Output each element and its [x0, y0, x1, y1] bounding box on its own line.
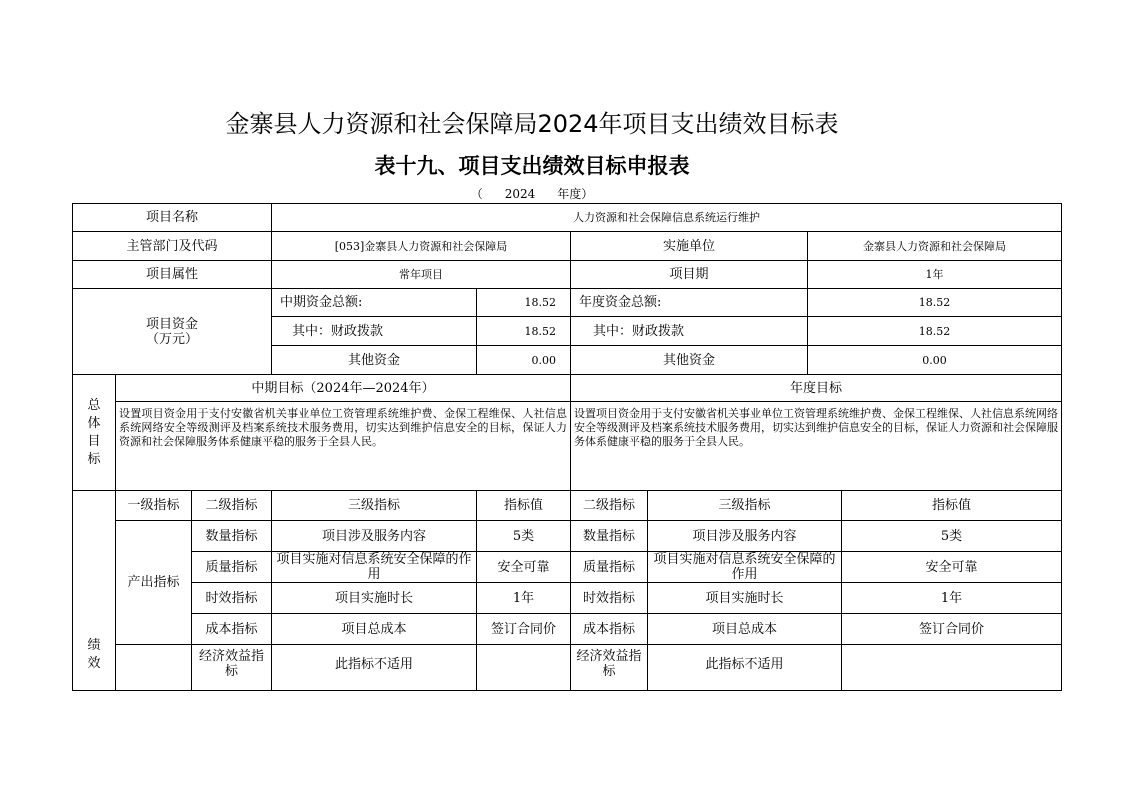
indicator-l2-cost-year: 成本指标	[570, 613, 648, 645]
indicator-value-quality-mid: 安全可靠	[476, 551, 571, 583]
impl-unit-label: 实施单位	[570, 231, 808, 261]
indicator-l2-quantity-year: 数量指标	[570, 520, 648, 552]
header-level3-year: 三级指标	[647, 490, 842, 521]
indicator-l2-econ-mid: 经济效益指标	[191, 644, 272, 691]
indicator-l2-quality-year: 质量指标	[570, 551, 648, 583]
year-other-value: 0.00	[807, 345, 1062, 375]
indicator-l2-econ-year: 经济效益指标	[570, 644, 648, 691]
mid-fiscal-value: 18.52	[476, 316, 571, 346]
indicator-l2-time-year: 时效指标	[570, 582, 648, 614]
indicator-value-time-year: 1年	[841, 582, 1062, 614]
indicator-l3-quality-mid: 项目实施对信息系统安全保障的作用	[271, 551, 477, 583]
indicator-value-econ-year	[841, 644, 1062, 691]
header-level3-mid: 三级指标	[271, 490, 477, 521]
indicator-l3-econ-mid: 此指标不适用	[271, 644, 477, 691]
indicator-l3-quantity-year: 项目涉及服务内容	[647, 520, 842, 552]
indicator-l3-time-year: 项目实施时长	[647, 582, 842, 614]
mid-fiscal-label: 其中：财政拨款	[271, 316, 477, 346]
indicator-l3-quality-year: 项目实施对信息系统安全保障的作用	[647, 551, 842, 583]
indicator-l3-cost-year: 项目总成本	[647, 613, 842, 645]
indicator-value-quantity-year: 5类	[841, 520, 1062, 552]
dept-value: [053]金寨县人力资源和社会保障局	[271, 231, 571, 261]
funds-label: 项目资金 （万元）	[72, 288, 272, 375]
period-value: 1年	[807, 260, 1062, 289]
year-value: 2024	[504, 187, 536, 201]
indicator-value-cost-mid: 签订合同价	[476, 613, 571, 645]
overall-goal-label: 总 体 目 标	[72, 374, 116, 491]
page-title: 金寨县人力资源和社会保障局2024年项目支出绩效目标表	[225, 110, 839, 138]
year-fiscal-label: 其中：财政拨款	[570, 316, 808, 346]
mid-total-value: 18.52	[476, 288, 571, 317]
mid-other-label: 其他资金	[271, 345, 477, 375]
mid-total-label: 中期资金总额:	[271, 288, 477, 317]
performance-side-label: 绩 效	[72, 490, 116, 691]
indicator-value-quality-year: 安全可靠	[841, 551, 1062, 583]
impl-unit-value: 金寨县人力资源和社会保障局	[807, 231, 1062, 261]
indicator-value-time-mid: 1年	[476, 582, 571, 614]
header-level2-year: 二级指标	[570, 490, 648, 521]
indicator-value-econ-mid	[476, 644, 571, 691]
page-subtitle: 表十九、项目支出绩效目标申报表	[374, 154, 690, 178]
performance-target-table	[72, 203, 1062, 691]
year-label: 年度）	[557, 187, 594, 201]
fiscal-year	[0, 185, 1064, 202]
project-name-label: 项目名称	[72, 203, 272, 232]
year-other-label: 其他资金	[570, 345, 808, 375]
output-indicator-label: 产出指标	[115, 520, 192, 645]
project-name-value: 人力资源和社会保障信息系统运行维护	[271, 203, 1062, 232]
indicator-l2-cost-mid: 成本指标	[191, 613, 272, 645]
mid-goal-header: 中期目标（2024年—2024年）	[115, 374, 571, 402]
header-level2-mid: 二级指标	[191, 490, 272, 521]
indicator-l2-quantity-mid: 数量指标	[191, 520, 272, 552]
header-level1: 一级指标	[115, 490, 192, 521]
year-goal-header: 年度目标	[570, 374, 1062, 402]
benefit-indicator-label	[115, 644, 192, 691]
indicator-l2-time-mid: 时效指标	[191, 582, 272, 614]
attr-label: 项目属性	[72, 260, 272, 289]
header-value-mid: 指标值	[476, 490, 571, 521]
indicator-l3-time-mid: 项目实施时长	[271, 582, 477, 614]
indicator-value-quantity-mid: 5类	[476, 520, 571, 552]
indicator-l3-cost-mid: 项目总成本	[271, 613, 477, 645]
year-total-label: 年度资金总额:	[570, 288, 808, 317]
attr-value: 常年项目	[271, 260, 571, 289]
year-total-value: 18.52	[807, 288, 1062, 317]
dept-label: 主管部门及代码	[72, 231, 272, 261]
year-goal-text: 设置项目资金用于支付安徽省机关事业单位工资管理系统维护费、金保工程维保、人社信息系统网络安全等级测评及档案系统技术服务费用，切实达到维护信息安全的目标，保证人力资源和社会保障服务体系健康平稳的服务于全县人民。	[570, 401, 1062, 491]
indicator-l2-quality-mid: 质量指标	[191, 551, 272, 583]
header-value-year: 指标值	[841, 490, 1062, 521]
indicator-l3-quantity-mid: 项目涉及服务内容	[271, 520, 477, 552]
indicator-value-cost-year: 签订合同价	[841, 613, 1062, 645]
indicator-l3-econ-year: 此指标不适用	[647, 644, 842, 691]
year-open: （	[470, 187, 483, 201]
period-label: 项目期	[570, 260, 808, 289]
mid-goal-text: 设置项目资金用于支付安徽省机关事业单位工资管理系统维护费、金保工程维保、人社信息系统网络安全等级测评及档案系统技术服务费用，切实达到维护信息安全的目标，保证人力资源和社会保障服务体系健康平稳的服务于全县人民。	[115, 401, 571, 491]
year-fiscal-value: 18.52	[807, 316, 1062, 346]
mid-other-value: 0.00	[476, 345, 571, 375]
